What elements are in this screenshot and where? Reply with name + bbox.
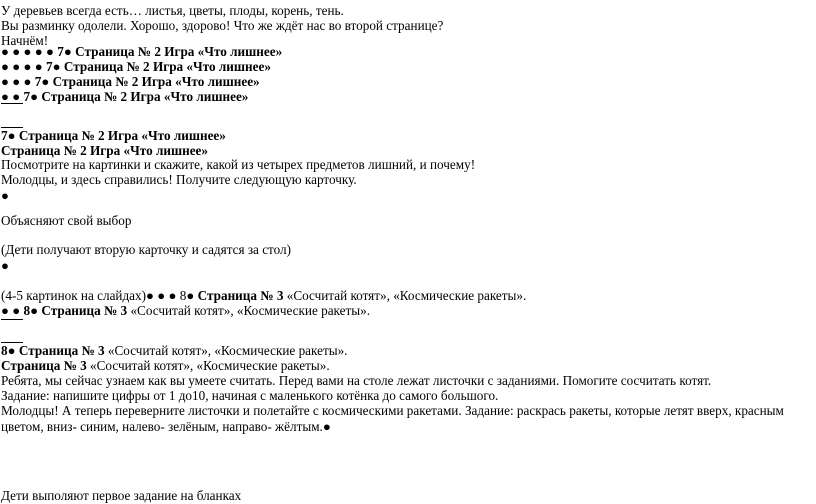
text-line: (Дети получают вторую карточку и садятся за стол) — [1, 242, 292, 257]
bullet: ● — [1, 188, 9, 203]
text-line: Дети выполяют первое задание на бланках — [1, 488, 242, 503]
text-line: Молодцы, и здесь справились! Получите следующую карточку. — [1, 172, 357, 187]
text-span: ● ● 8● — [1, 303, 42, 318]
text-span: 8● — [1, 343, 19, 358]
text-line: Объясняют свой выбор — [1, 213, 132, 228]
text-span: «Сосчитай котят», «Космические ракеты». — [104, 343, 348, 358]
heading-line: ● ● ● ● ● 7● Страница № 2 Игра «Что лишнее» — [1, 44, 283, 59]
text-paragraph: Молодцы! А теперь переверните листочки и полетайте с космическими ракетами. Задание: раскрась ракеты, которые летят вверх, красным цветом, вниз- синим, налево- зелёным, направо- жёлтым.● — [1, 403, 784, 434]
text-span: (4-5 картинок на слайдах)● ● ● 8● — [1, 288, 198, 303]
page-ref: Страница № 3 — [18, 343, 105, 358]
page-ref: Страница № 3 — [1, 358, 87, 373]
text-line: Начнём! — [1, 33, 49, 48]
text-span: «Сосчитай котят», «Космические ракеты». — [86, 358, 330, 373]
text-span: «Сосчитай котят», «Космические ракеты». — [127, 303, 371, 318]
text-span: «Сосчитай котят», «Космические ракеты». — [283, 288, 527, 303]
heading-line: ● ● ● ● 7● Страница № 2 Игра «Что лишнее» — [1, 59, 271, 74]
heading-line: Страница № 2 Игра «Что лишнее» — [1, 143, 209, 158]
text-line — [1, 303, 370, 319]
page-ref: Страница № 3 — [197, 288, 284, 303]
text-line — [1, 343, 347, 359]
divider — [1, 103, 23, 104]
heading-line: 7● Страница № 2 Игра «Что лишнее» — [1, 128, 226, 143]
text-line: У деревьев всегда есть… листья, цветы, плоды, корень, тень. — [1, 3, 344, 18]
divider — [1, 319, 23, 320]
page-ref: Страница № 3 — [41, 303, 128, 318]
text-line — [1, 358, 330, 374]
heading-line: ● ● 7● Страница № 2 Игра «Что лишнее» — [1, 89, 249, 104]
text-line: Задание: напишите цифры от 1 до10, начиная с маленького котёнка до самого большого. — [1, 388, 499, 403]
bullet: ● — [1, 258, 9, 273]
text-line: Вы разминку одолели. Хорошо, здорово! Что же ждёт нас во второй странице? — [1, 18, 444, 33]
heading-line: ● ● ● 7● Страница № 2 Игра «Что лишнее» — [1, 74, 260, 89]
text-line: Ребята, мы сейчас узнаем как вы умеете считать. Перед вами на столе лежат листочки с заданиями. Помогите сосчитать котят. — [1, 373, 712, 388]
text-line — [1, 288, 526, 304]
text-line: Посмотрите на картинки и скажите, какой из четырех предметов лишний, и почему! — [1, 157, 476, 172]
